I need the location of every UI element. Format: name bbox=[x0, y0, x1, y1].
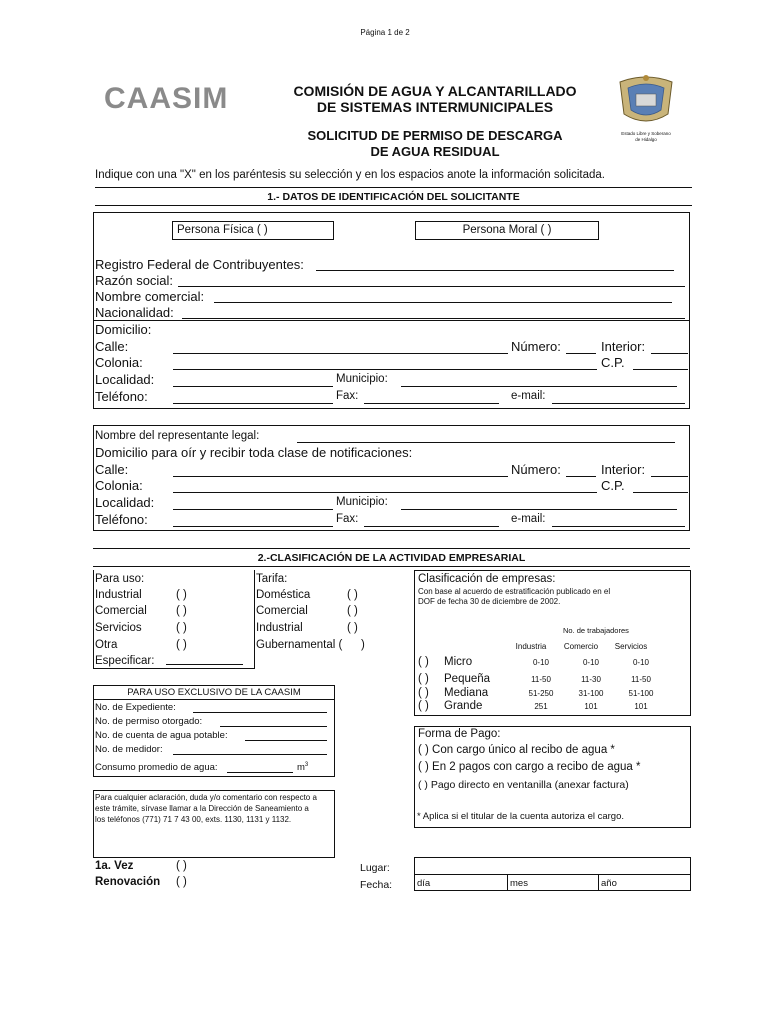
cuenta-field[interactable] bbox=[245, 740, 327, 741]
representante-label: Nombre del representante legal: bbox=[95, 430, 260, 442]
uso-otra-check[interactable]: ( ) bbox=[176, 639, 187, 651]
col-servicios: Servicios bbox=[614, 642, 648, 651]
localidad-field[interactable] bbox=[173, 386, 333, 387]
razon-social-field[interactable] bbox=[178, 286, 685, 287]
email-label: e-mail: bbox=[511, 390, 546, 402]
rep-municipio-field[interactable] bbox=[401, 509, 677, 510]
rep-telefono-label: Teléfono: bbox=[95, 512, 148, 527]
calle-field[interactable] bbox=[173, 353, 508, 354]
rep-interior-label: Interior: bbox=[601, 462, 646, 477]
domicilio-notificaciones-label: Domicilio para oír y recibir toda clase de notificaciones: bbox=[95, 445, 413, 460]
size-pequena-servicios: 11-50 bbox=[631, 675, 651, 684]
size-grande-check[interactable]: ( ) bbox=[418, 700, 429, 712]
clasificacion-note-1: Con base al acuerdo de estratificación publicado en el bbox=[418, 587, 611, 596]
calle-label: Calle: bbox=[95, 339, 129, 354]
rep-fax-label: Fax: bbox=[336, 513, 359, 525]
expediente-field[interactable] bbox=[193, 712, 327, 713]
subtitle-line-2: DE AGUA RESIDUAL bbox=[370, 144, 500, 159]
interior-label: Interior: bbox=[601, 339, 646, 354]
para-uso-label: Para uso: bbox=[95, 573, 145, 585]
tarifa-domestica: Doméstica bbox=[256, 589, 311, 601]
colonia-label: Colonia: bbox=[95, 355, 143, 370]
size-pequena-comercio: 11-30 bbox=[581, 675, 601, 684]
rep-telefono-field[interactable] bbox=[173, 526, 333, 527]
subtitle-line-1: SOLICITUD DE PERMISO DE DESCARGA bbox=[307, 128, 563, 143]
tarifa-label: Tarifa: bbox=[256, 573, 288, 585]
size-micro: Micro bbox=[444, 656, 473, 668]
caasim-logo: CAASIM bbox=[104, 82, 229, 115]
persona-moral-option[interactable] bbox=[415, 221, 599, 240]
contact-line-2: este trámite, sírvase llamar a la Dirección de Saneamiento a bbox=[95, 804, 309, 813]
nacionalidad-field[interactable] bbox=[182, 318, 685, 319]
permiso-field[interactable] bbox=[220, 726, 327, 727]
pago-option-1[interactable]: ( ) Con cargo único al recibo de agua * bbox=[418, 744, 615, 756]
page-number: Página 1 de 2 bbox=[360, 28, 410, 37]
clasificacion-label: Clasificación de empresas: bbox=[418, 573, 556, 585]
especificar-field[interactable] bbox=[166, 664, 243, 665]
unit-sup: 3 bbox=[304, 762, 309, 768]
numero-field[interactable] bbox=[566, 353, 596, 354]
instructions: Indique con una "X" en los paréntesis su selección y en los espacios anote la información solicitada. bbox=[95, 169, 605, 181]
municipio-label: Municipio: bbox=[336, 373, 388, 385]
telefono-label: Teléfono: bbox=[95, 389, 148, 404]
expediente-label: No. de Expediente: bbox=[95, 702, 176, 713]
pago-note: * Aplica si el titular de la cuenta autoriza el cargo. bbox=[417, 811, 625, 822]
consumo-label: Consumo promedio de agua: bbox=[95, 762, 218, 773]
fax-label: Fax: bbox=[336, 390, 359, 402]
cp-label: C.P. bbox=[601, 355, 625, 370]
tarifa-industrial: Industrial bbox=[256, 622, 303, 634]
tarifa-comercial-check[interactable]: ( ) bbox=[347, 605, 358, 617]
tarifa-gubernamental-check[interactable]: ) bbox=[361, 639, 365, 651]
consumo-unit bbox=[297, 762, 308, 773]
medidor-field[interactable] bbox=[173, 754, 327, 755]
lugar-field[interactable] bbox=[415, 858, 690, 874]
size-micro-check[interactable]: ( ) bbox=[418, 656, 429, 668]
primera-vez-check[interactable]: ( ) bbox=[176, 860, 187, 872]
persona-fisica-option[interactable] bbox=[172, 221, 334, 240]
section2-header: 2.-CLASIFICACIÓN DE LA ACTIVIDAD EMPRESARIAL bbox=[257, 552, 526, 564]
contact-line-1: Para cualquier aclaración, duda y/o comentario con respecto a bbox=[95, 793, 317, 802]
renovacion-label: Renovación bbox=[95, 876, 161, 888]
size-mediana-industria: 51-250 bbox=[528, 689, 554, 698]
col-comercio: Comercio bbox=[563, 642, 599, 651]
mes-field[interactable]: mes bbox=[510, 878, 528, 889]
razon-social-label: Razón social: bbox=[95, 273, 174, 288]
tarifa-industrial-check[interactable]: ( ) bbox=[347, 622, 358, 634]
rep-localidad-field[interactable] bbox=[173, 509, 333, 510]
seal-caption-1: Estado Libre y Soberano bbox=[621, 131, 671, 136]
rep-numero-field[interactable] bbox=[566, 476, 596, 477]
size-mediana-check[interactable]: ( ) bbox=[418, 687, 429, 699]
uso-otra: Otra bbox=[95, 639, 118, 651]
clasificacion-note-2: DOF de fecha 30 de diciembre de 2002. bbox=[418, 597, 561, 606]
size-grande: Grande bbox=[444, 700, 483, 712]
colonia-field[interactable] bbox=[173, 369, 597, 370]
primera-vez-label: 1a. Vez bbox=[95, 860, 134, 872]
rep-email-field[interactable] bbox=[552, 526, 685, 527]
cuenta-label: No. de cuenta de agua potable: bbox=[95, 730, 228, 741]
email-field[interactable] bbox=[552, 403, 685, 404]
section1-header: 1.- DATOS DE IDENTIFICACIÓN DEL SOLICITANTE bbox=[267, 191, 520, 203]
nombre-comercial-label: Nombre comercial: bbox=[95, 289, 205, 304]
especificar-label: Especificar: bbox=[95, 655, 155, 667]
rep-municipio-label: Municipio: bbox=[336, 496, 388, 508]
title-line-2: DE SISTEMAS INTERMUNICIPALES bbox=[316, 99, 554, 115]
anio-field[interactable]: año bbox=[601, 878, 617, 889]
size-grande-servicios: 101 bbox=[634, 702, 648, 711]
nombre-comercial-field[interactable] bbox=[214, 302, 672, 303]
size-grande-industria: 251 bbox=[534, 702, 548, 711]
uso-industrial-check[interactable]: ( ) bbox=[176, 589, 187, 601]
rep-fax-field[interactable] bbox=[364, 526, 499, 527]
tarifa-comercial: Comercial bbox=[256, 605, 308, 617]
tarifa-gubernamental: Gubernamental ( bbox=[256, 639, 343, 651]
municipio-field[interactable] bbox=[401, 386, 677, 387]
uso-comercial: Comercial bbox=[95, 605, 147, 617]
consumo-field[interactable] bbox=[227, 772, 293, 773]
size-pequena: Pequeña bbox=[444, 673, 491, 685]
lugar-label: Lugar: bbox=[360, 862, 390, 874]
rep-interior-field[interactable] bbox=[651, 476, 688, 477]
renovacion-check[interactable]: ( ) bbox=[176, 876, 187, 888]
representante-field[interactable] bbox=[297, 442, 675, 443]
telefono-field[interactable] bbox=[173, 403, 333, 404]
domicilio-label: Domicilio: bbox=[95, 322, 152, 337]
pago-option-3[interactable]: ( ) Pago directo en ventanilla (anexar factura) bbox=[418, 779, 629, 791]
nacionalidad-label: Nacionalidad: bbox=[95, 305, 174, 320]
rep-calle-label: Calle: bbox=[95, 462, 129, 477]
rep-cp-label: C.P. bbox=[601, 478, 625, 493]
rep-colonia-field[interactable] bbox=[173, 492, 597, 493]
uso-comercial-check[interactable]: ( ) bbox=[176, 605, 187, 617]
tarifa-domestica-check[interactable]: ( ) bbox=[347, 589, 358, 601]
permiso-label: No. de permiso otorgado: bbox=[95, 716, 203, 727]
size-mediana-servicios: 51-100 bbox=[628, 689, 654, 698]
size-grande-comercio: 101 bbox=[584, 702, 598, 711]
persona-fisica-label: Persona Física ( ) bbox=[177, 224, 268, 236]
cp-field[interactable] bbox=[633, 369, 688, 370]
size-micro-servicios: 0-10 bbox=[632, 658, 649, 667]
rep-numero-label: Número: bbox=[511, 462, 561, 477]
dia-field[interactable]: día bbox=[417, 878, 431, 889]
forma-pago-title: Forma de Pago: bbox=[418, 728, 501, 740]
rep-cp-field[interactable] bbox=[633, 492, 688, 493]
rep-colonia-label: Colonia: bbox=[95, 478, 143, 493]
contact-line-3: los teléfonos (771) 71 7 43 00, exts. 1130, 1131 y 1132. bbox=[95, 815, 292, 824]
persona-moral-label: Persona Moral ( ) bbox=[462, 224, 552, 236]
exclusive-header: PARA USO EXCLUSIVO DE LA CAASIM bbox=[127, 687, 301, 698]
pago-option-2[interactable]: ( ) En 2 pagos con cargo a recibo de agua * bbox=[418, 761, 641, 773]
uso-servicios-check[interactable]: ( ) bbox=[176, 622, 187, 634]
rep-email-label: e-mail: bbox=[511, 513, 546, 525]
size-mediana: Mediana bbox=[444, 687, 489, 699]
section1-box bbox=[93, 212, 690, 409]
uso-servicios: Servicios bbox=[95, 622, 142, 634]
rfc-label: Registro Federal de Contribuyentes: bbox=[95, 257, 304, 272]
medidor-label: No. de medidor: bbox=[95, 744, 163, 755]
no-trabajadores-label: No. de trabajadores bbox=[563, 626, 629, 635]
numero-label: Número: bbox=[511, 339, 561, 354]
size-pequena-check[interactable]: ( ) bbox=[418, 673, 429, 685]
rfc-field[interactable] bbox=[316, 270, 674, 271]
fax-field[interactable] bbox=[364, 403, 499, 404]
col-industria: Industria bbox=[515, 642, 547, 651]
seal-caption-2: de Hidalgo bbox=[635, 137, 657, 142]
localidad-label: Localidad: bbox=[95, 372, 155, 387]
rep-localidad-label: Localidad: bbox=[95, 495, 155, 510]
hidalgo-seal-icon bbox=[614, 74, 678, 130]
title-line-1: COMISIÓN DE AGUA Y ALCANTARILLADO bbox=[293, 83, 577, 99]
rep-calle-field[interactable] bbox=[173, 476, 508, 477]
uso-industrial: Industrial bbox=[95, 589, 142, 601]
fecha-label: Fecha: bbox=[360, 879, 393, 891]
interior-field[interactable] bbox=[651, 353, 688, 354]
size-micro-comercio: 0-10 bbox=[582, 658, 599, 667]
unit-m: m bbox=[297, 762, 305, 774]
size-mediana-comercio: 31-100 bbox=[578, 689, 604, 698]
size-micro-industria: 0-10 bbox=[532, 658, 549, 667]
size-pequena-industria: 11-50 bbox=[531, 675, 551, 684]
